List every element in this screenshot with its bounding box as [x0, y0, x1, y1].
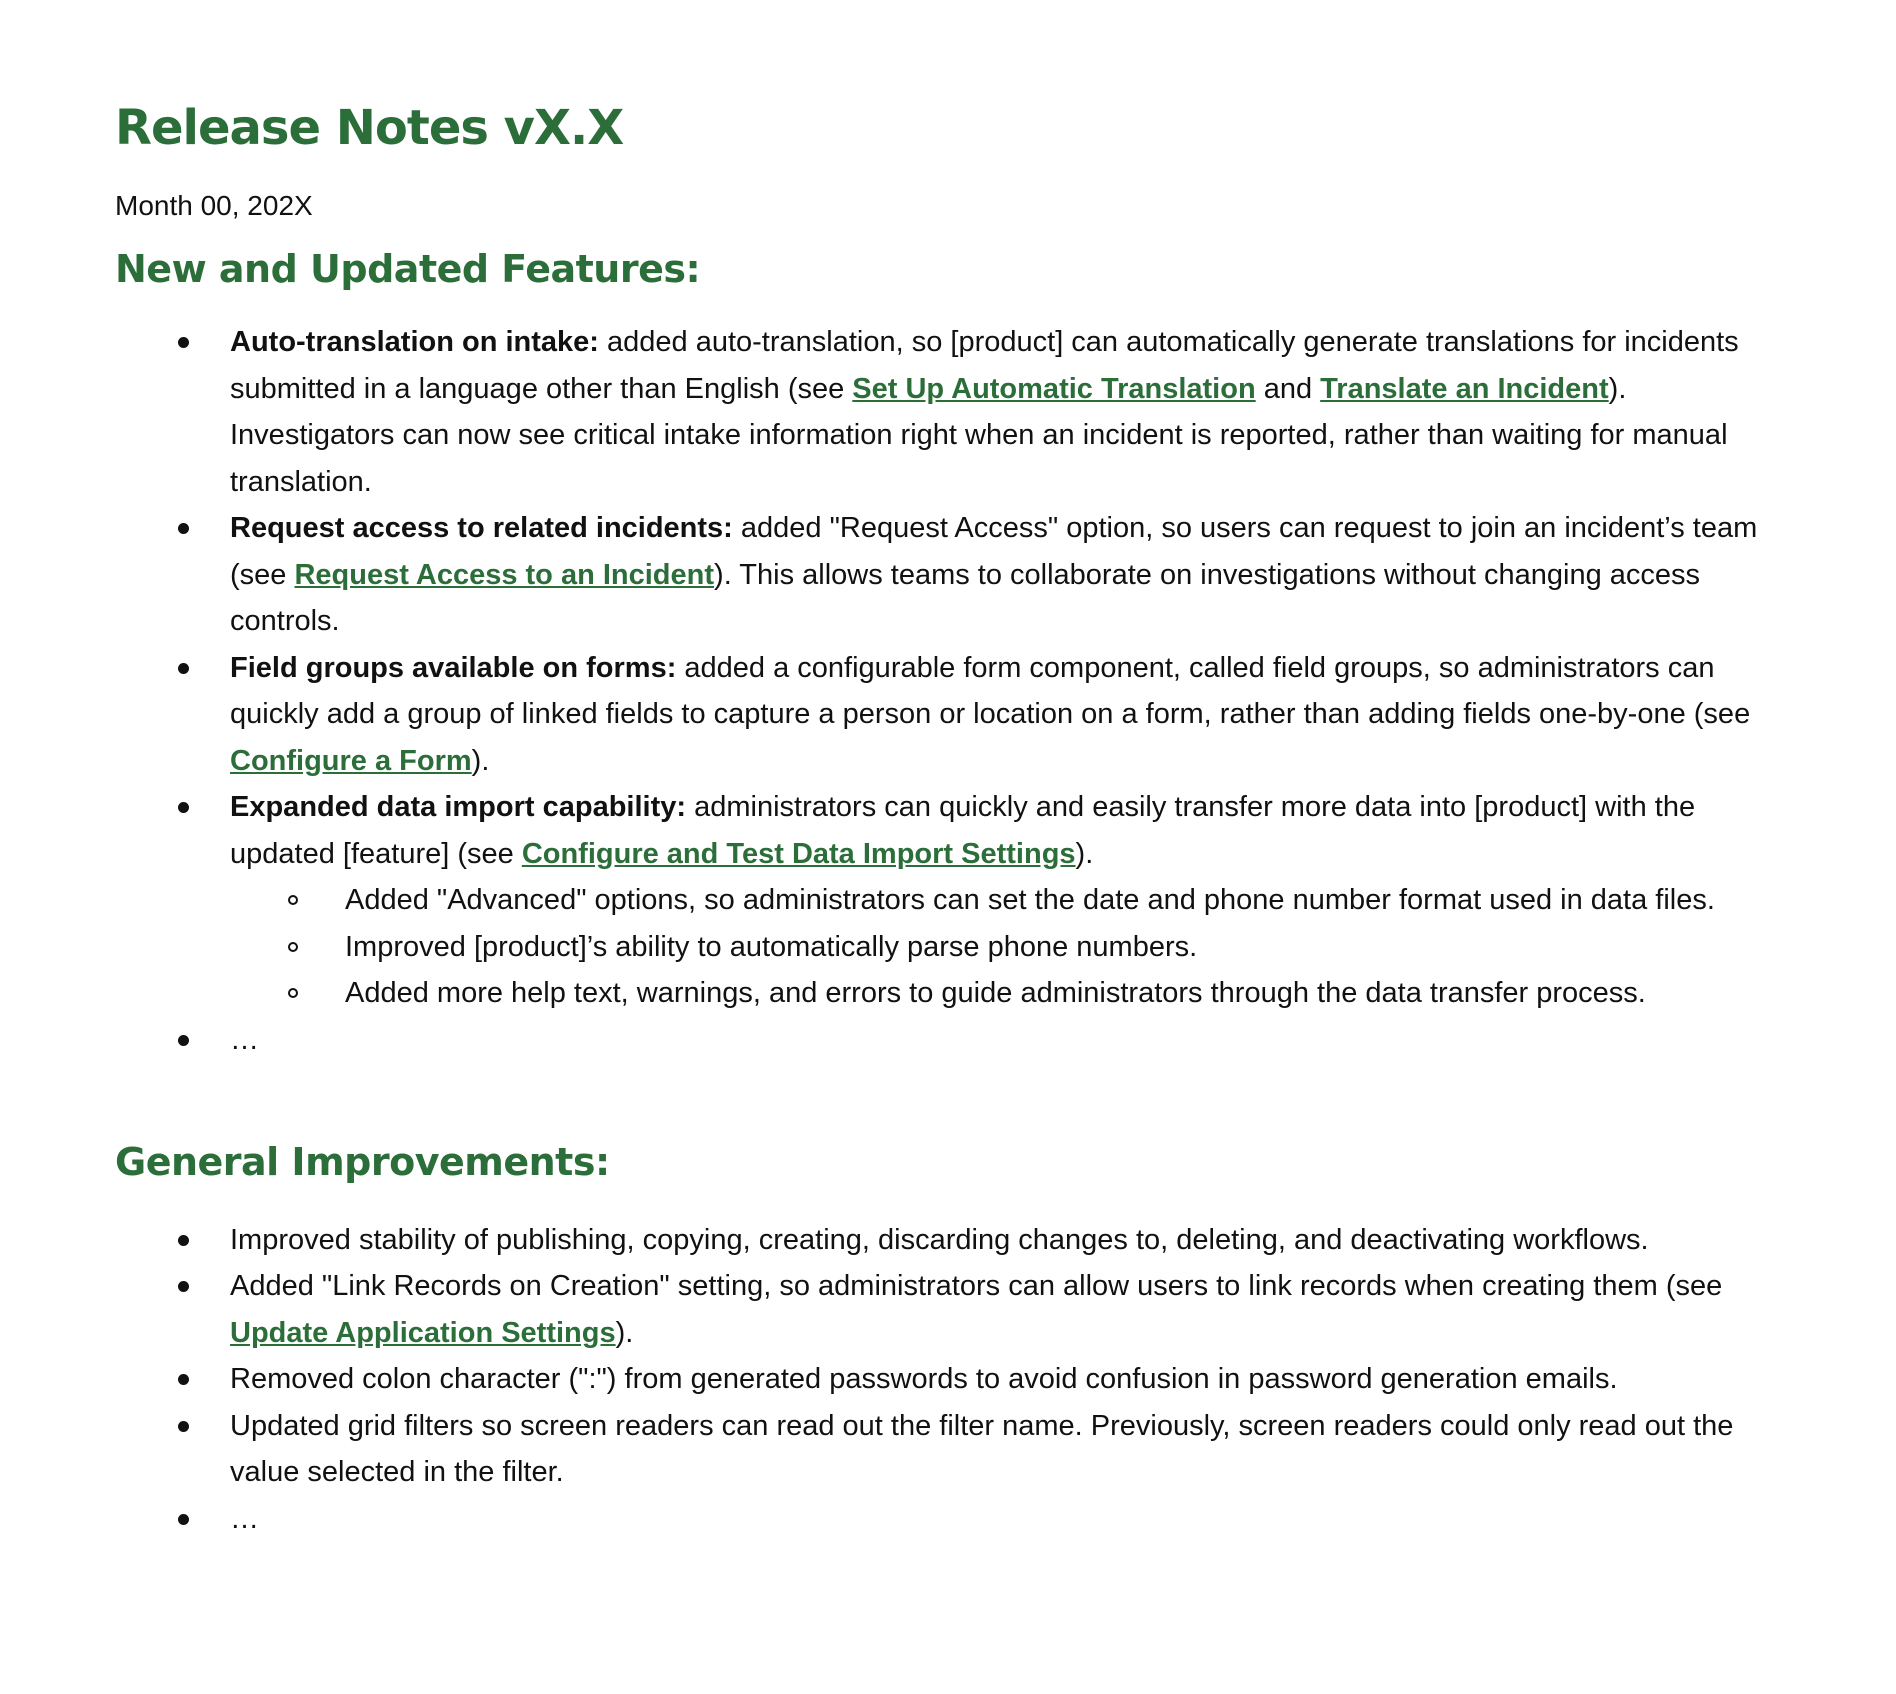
section-heading-features: New and Updated Features:: [115, 246, 701, 291]
item-text: added "Request Access" option, so users can request to join an incident’s team (see: [230, 512, 1758, 591]
list-item: [230, 645, 1786, 785]
page-title: Release Notes vX.X: [115, 100, 624, 156]
item-text: ).: [1075, 837, 1094, 870]
item-text: ).: [471, 744, 490, 777]
sub-list: [230, 877, 1786, 1017]
list-item: [230, 1263, 1786, 1356]
link-update-application-settings[interactable]: Update Application Settings: [230, 1316, 616, 1349]
list-item: Updated grid filters so screen readers can read out the filter name. Previously, screen readers could only read out the value selected in the filter.: [230, 1403, 1786, 1496]
item-text: ).: [615, 1316, 634, 1349]
link-translate-an-incident[interactable]: Translate an Incident: [1320, 372, 1609, 405]
item-text: ). This allows teams to collaborate on investigations without changing access controls.: [230, 558, 1701, 638]
item-title: Field groups available on forms:: [230, 651, 677, 684]
release-date: Month 00, 202X: [115, 189, 313, 221]
item-text: and: [1255, 372, 1321, 405]
list-item: …: [230, 1017, 1786, 1064]
link-configure-a-form[interactable]: Configure a Form: [230, 744, 472, 777]
list-item: …: [230, 1496, 1786, 1543]
sub-list-item: Added "Advanced" options, so administrators can set the date and phone number format used in data files.: [345, 877, 1786, 924]
item-text: added a configurable form component, called field groups, so administrators can quickly add a group of linked fields to capture a person or location on a form, rather than adding fields one-by-one (see: [230, 651, 1751, 731]
features-list: [115, 319, 1786, 1063]
list-item: [230, 319, 1786, 505]
improvements-list: [115, 1217, 1786, 1543]
link-set-up-automatic-translation[interactable]: Set Up Automatic Translation: [852, 372, 1256, 405]
link-request-access-to-an-incident[interactable]: Request Access to an Incident: [294, 558, 715, 591]
link-configure-and-test-data-import-settings[interactable]: Configure and Test Data Import Settings: [521, 837, 1076, 870]
item-text: added auto-translation, so [product] can automatically generate translations for incidents submitted in a language other than English (see: [230, 326, 1739, 405]
list-item: Removed colon character (":") from generated passwords to avoid confusion in password generation emails.: [230, 1356, 1786, 1403]
item-text: ). Investigators can now see critical intake information right when an incident is reported, rather than waiting for manual translation.: [230, 372, 1728, 498]
item-text: administrators can quickly and easily transfer more data into [product] with the updated [feature] (see: [230, 791, 1696, 870]
list-item: Improved stability of publishing, copying, creating, discarding changes to, deleting, and deactivating workflows.: [230, 1217, 1786, 1264]
item-title: Auto-translation on intake:: [230, 326, 599, 359]
item-title: Expanded data import capability:: [230, 791, 687, 824]
item-text: Added "Link Records on Creation" setting, so administrators can allow users to link records when creating them (see: [230, 1270, 1723, 1303]
list-item: [230, 505, 1786, 645]
section-heading-improvements: General Improvements:: [115, 1140, 610, 1185]
item-title: Request access to related incidents:: [230, 512, 733, 545]
sub-list-item: Improved [product]’s ability to automatically parse phone numbers.: [345, 924, 1786, 971]
list-item: [230, 784, 1786, 1017]
sub-list-item: Added more help text, warnings, and errors to guide administrators through the data transfer process.: [345, 970, 1786, 1017]
